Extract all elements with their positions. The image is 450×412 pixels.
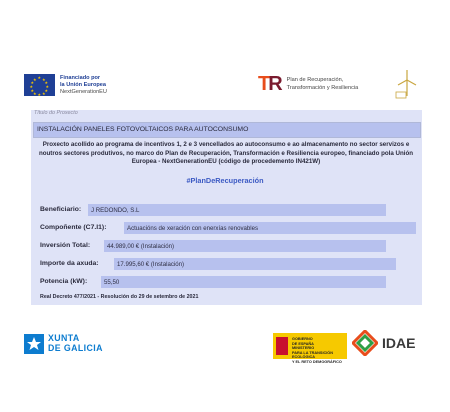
prtr-logo bbox=[258, 73, 358, 96]
project-title: INSTALACIÓN PANELES FOTOVOLTAICOS PARA AUTOCONSUMO bbox=[37, 126, 249, 133]
total-investment-value-box bbox=[104, 240, 386, 252]
idae-emblem-icon bbox=[352, 330, 378, 356]
spanish-government-logo bbox=[273, 333, 347, 364]
component-label: Compoñente (C7.I1): bbox=[40, 224, 107, 231]
power-value: 55,50 bbox=[104, 278, 120, 286]
power-label: Potencia (kW): bbox=[40, 278, 88, 285]
aid-amount-value-box bbox=[114, 258, 396, 270]
gob-line5: Y EL RETO DEMOGRÁFICO bbox=[292, 359, 342, 364]
xunta-line2: DE GALICIA bbox=[48, 343, 103, 353]
aid-amount-value: 17.995,60 € (Instalación) bbox=[117, 260, 185, 268]
aid-amount-label: Importe da axuda: bbox=[40, 260, 99, 267]
tr-mark-icon: TR bbox=[258, 73, 281, 95]
project-title-label: Título do Proxecto bbox=[34, 110, 78, 116]
legal-footnote: Real Decreto 477/2021 - Resolución do 29 de setembro de 2021 bbox=[40, 294, 199, 300]
spain-crest-icon bbox=[276, 337, 288, 355]
component-value-box bbox=[124, 222, 416, 234]
eu-logo-line1: Financiado por bbox=[60, 74, 101, 81]
total-investment-value: 44.989,00 € (Instalación) bbox=[107, 242, 175, 250]
xunta-logo bbox=[24, 334, 103, 354]
windmill-icon bbox=[393, 68, 421, 100]
power-value-box bbox=[101, 276, 386, 288]
beneficiary-label: Beneficiario: bbox=[40, 206, 82, 213]
beneficiary-value: J REDONDO, S.L bbox=[91, 206, 140, 214]
project-description: Proxecto acollido ao programa de incentivos 1, 2 e 3 vencellados ao autoconsumo e ao almacenamento no sector servizos e noutros sectores produtivos, no marco do Plan de Recuperación, Transformación e Resiliencia europeo, financiado pola Unión Europea - NextGenerationEU (código de procedemento IN421W) bbox=[38, 141, 414, 166]
prtr-line2: Transformación y Resiliencia bbox=[286, 84, 359, 91]
project-title-box bbox=[33, 122, 421, 138]
gob-line4: PARA LA TRANSICIÓN ECOLÓGICA bbox=[292, 350, 333, 360]
beneficiary-value-box bbox=[88, 204, 386, 216]
component-value: Actuacións de xeración con enerxías renovables bbox=[127, 224, 259, 232]
gob-line3: MINISTERIO bbox=[292, 346, 315, 351]
xunta-emblem-icon bbox=[24, 334, 44, 354]
xunta-line1: XUNTA bbox=[48, 333, 80, 344]
prtr-line1: Plan de Recuperación, bbox=[286, 77, 344, 84]
idae-text: IDAE bbox=[382, 335, 416, 351]
gob-line2: DE ESPAÑA bbox=[292, 341, 314, 346]
gob-line1: GOBIERNO bbox=[292, 337, 313, 341]
eu-funding-logo bbox=[24, 74, 107, 96]
total-investment-label: Inversión Total: bbox=[40, 242, 91, 249]
eu-logo-line2: la Unión Europea bbox=[60, 81, 106, 88]
hashtag: #PlanDeRecuperación bbox=[186, 176, 264, 185]
eu-logo-line3: NextGenerationEU bbox=[60, 88, 107, 95]
idae-logo bbox=[352, 330, 415, 356]
eu-flag-icon: ★ ★ ★ ★ ★ ★ ★ ★ ★ ★ ★ ★ bbox=[24, 74, 55, 96]
